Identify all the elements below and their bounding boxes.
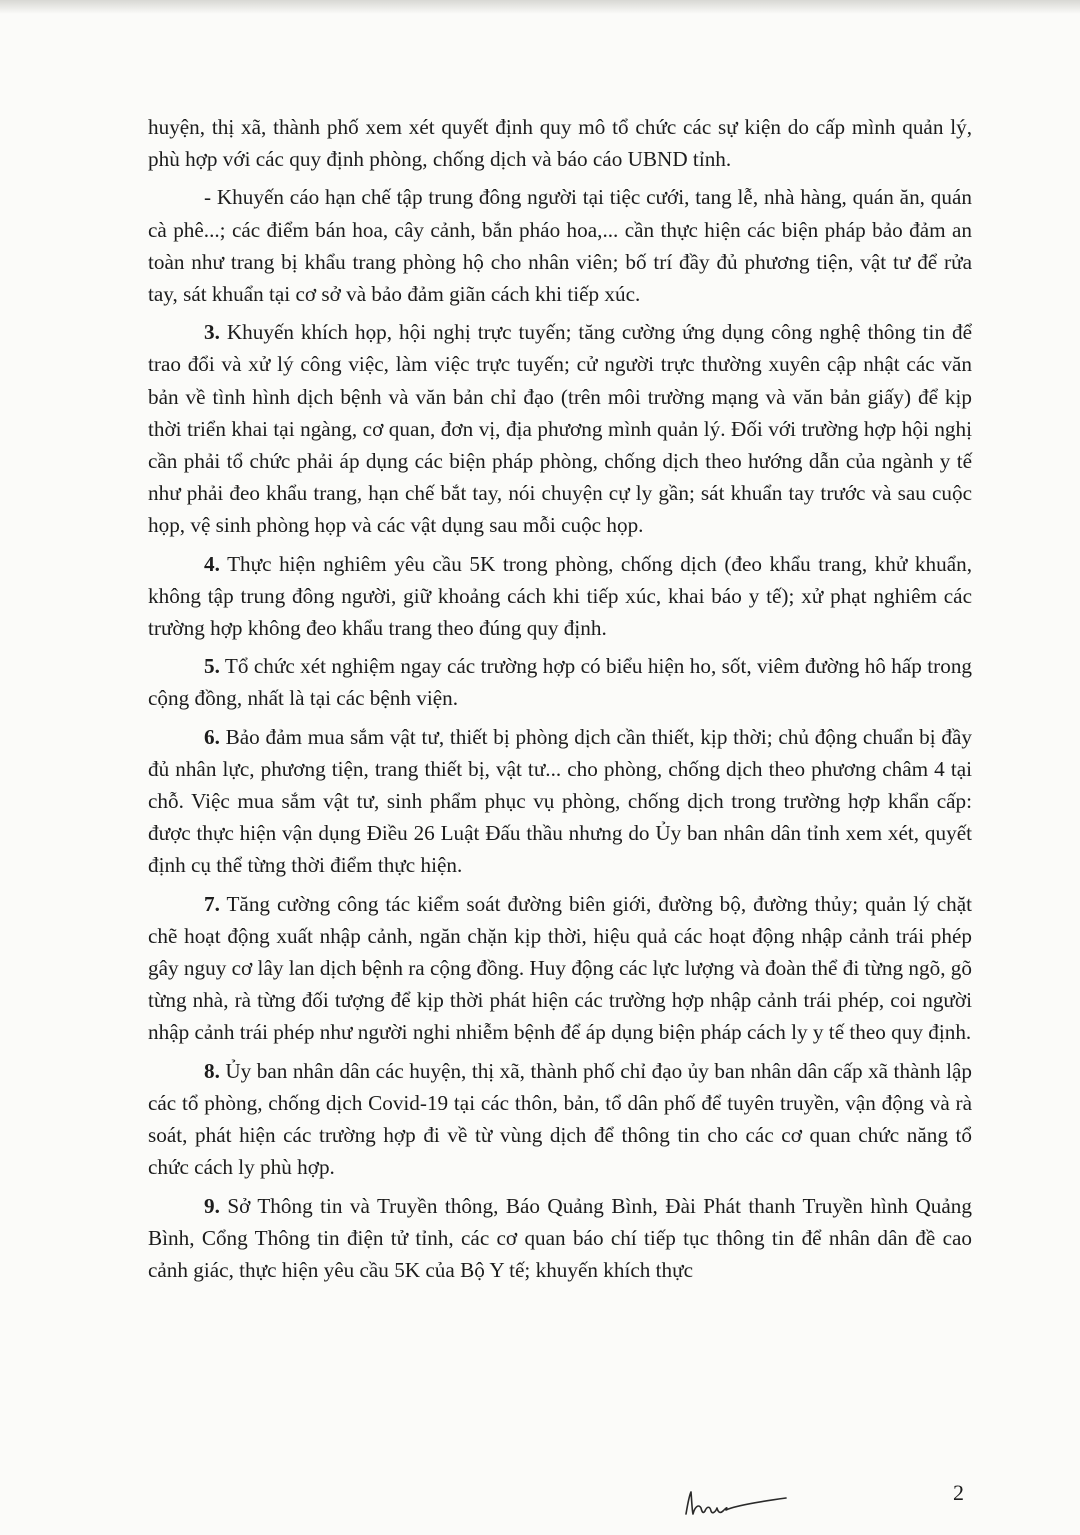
paragraph-text: - Khuyến cáo hạn chế tập trung đông người tại tiệc cưới, tang lễ, nhà hàng, quán ăn, quán cà phê...; các điểm bán hoa, cây cảnh, bắn pháo hoa,... cần thực hiện các biện pháp bảo đảm an toàn như trang bị khẩu trang phòng hộ cho nhân viên; bố trí đầy đủ phương tiện, vật tư để rửa tay, sát khuẩn tại cơ sở và bảo đảm giãn cách khi tiếp xúc.	[148, 185, 972, 307]
initials-signature-icon	[682, 1484, 792, 1524]
paragraph-7	[148, 888, 972, 1049]
paragraph-recommendation	[148, 181, 972, 310]
paragraph-text: Tổ chức xét nghiệm ngay các trường hợp có biểu hiện ho, sốt, viêm đường hô hấp trong cộng đồng, nhất là tại các bệnh viện.	[148, 654, 973, 711]
paragraph-number: 7.	[204, 891, 220, 916]
paragraph-text: Bảo đảm mua sắm vật tư, thiết bị phòng dịch cần thiết, kịp thời; chủ động chuẩn bị đầy đủ nhân lực, phương tiện, trang thiết bị, vật tư... cho phòng, chống dịch theo phương châm 4 tại chỗ. Việc mua sắm vật tư, sinh phẩm phục vụ phòng, chống dịch trong trường hợp khẩn cấp: được thực hiện vận dụng Điều 26 Luật Đấu thầu nhưng do Ủy ban nhân dân tỉnh xem xét, quyết định cụ thể từng thời điểm thực hiện.	[148, 724, 972, 878]
paragraph-number: 3.	[204, 320, 220, 345]
paragraph-number: 5.	[204, 654, 220, 679]
paragraph-continuation	[148, 111, 972, 175]
paragraph-3	[148, 316, 972, 541]
paragraph-text: huyện, thị xã, thành phố xem xét quyết định quy mô tổ chức các sự kiện do cấp mình quản lý, phù hợp với các quy định phòng, chống dịch và báo cáo UBND tỉnh.	[148, 115, 972, 172]
paragraph-9	[148, 1190, 972, 1287]
paragraph-text: Ủy ban nhân dân các huyện, thị xã, thành phố chỉ đạo ủy ban nhân dân cấp xã thành lập các tổ phòng, chống dịch Covid-19 tại các thôn, bản, tổ dân phố để tuyên truyền, vận động và rà soát, phát hiện các trường hợp đi về từ vùng dịch để thông tin cho các cơ quan chức năng tổ chức cách ly phù hợp.	[148, 1058, 973, 1180]
paragraph-number: 4.	[204, 551, 220, 576]
paragraph-text: Tăng cường công tác kiểm soát đường biên giới, đường bộ, đường thủy; quản lý chặt chẽ hoạt động xuất nhập cảnh, ngăn chặn kịp thời, hiệu quả các hoạt động nhập cảnh trái phép gây nguy cơ lây lan dịch bệnh ra cộng đồng. Huy động các lực lượng và đoàn thể đi từng ngõ, gõ từng nhà, rà từng đối tượng để kịp thời phát hiện các trường hợp nhập cảnh trái phép, coi người nhập cảnh trái phép như người nghi nhiễm bệnh để áp dụng biện pháp cách ly y tế theo quy định.	[148, 891, 972, 1045]
paragraph-8	[148, 1055, 972, 1184]
paragraph-6	[148, 721, 972, 882]
paragraph-text: Khuyến khích họp, hội nghị trực tuyến; tăng cường ứng dụng công nghệ thông tin để trao đổi và xử lý công việc, làm việc trực tuyến; cử người trực thường xuyên cập nhật các văn bản về tình hình dịch bệnh và văn bản chỉ đạo (trên môi trường mạng và văn bản giấy) để kịp thời triển khai tại ngàng, cơ quan, đơn vị, địa phương mình quản lý. Đối với trường hợp hội nghị cần phải tổ chức phải áp dụng các biện pháp phòng, chống dịch theo hướng dẫn của ngành y tế như phải đeo khẩu trang, hạn chế bắt tay, nói chuyện cự ly gần; sát khuẩn tay trước và sau cuộc họp, vệ sinh phòng họp và các vật dụng sau mỗi cuộc họp.	[148, 320, 973, 538]
paragraph-number: 6.	[204, 724, 220, 749]
paragraph-text: Sở Thông tin và Truyền thông, Báo Quảng Bình, Đài Phát thanh Truyền hình Quảng Bình, Cổng Thông tin điện tử tỉnh, các cơ quan báo chí tiếp tục thông tin để nhân dân đề cao cảnh giác, thực hiện yêu cầu 5K của Bộ Y tế; khuyến khích thực	[148, 1193, 972, 1282]
paragraph-5	[148, 650, 972, 714]
paragraph-number: 8.	[204, 1058, 220, 1083]
page-number: 2	[953, 1480, 964, 1505]
paragraph-number: 9.	[204, 1193, 220, 1218]
body-text	[148, 111, 972, 1292]
paragraph-text: Thực hiện nghiêm yêu cầu 5K trong phòng, chống dịch (đeo khẩu trang, khử khuẩn, không tập trung đông người, giữ khoảng cách khi tiếp xúc, khai báo y tế); xử phạt nghiêm các trường hợp không đeo khẩu trang theo đúng quy định.	[148, 551, 972, 641]
paragraph-4	[148, 548, 972, 645]
scan-top-edge	[0, 0, 1080, 14]
